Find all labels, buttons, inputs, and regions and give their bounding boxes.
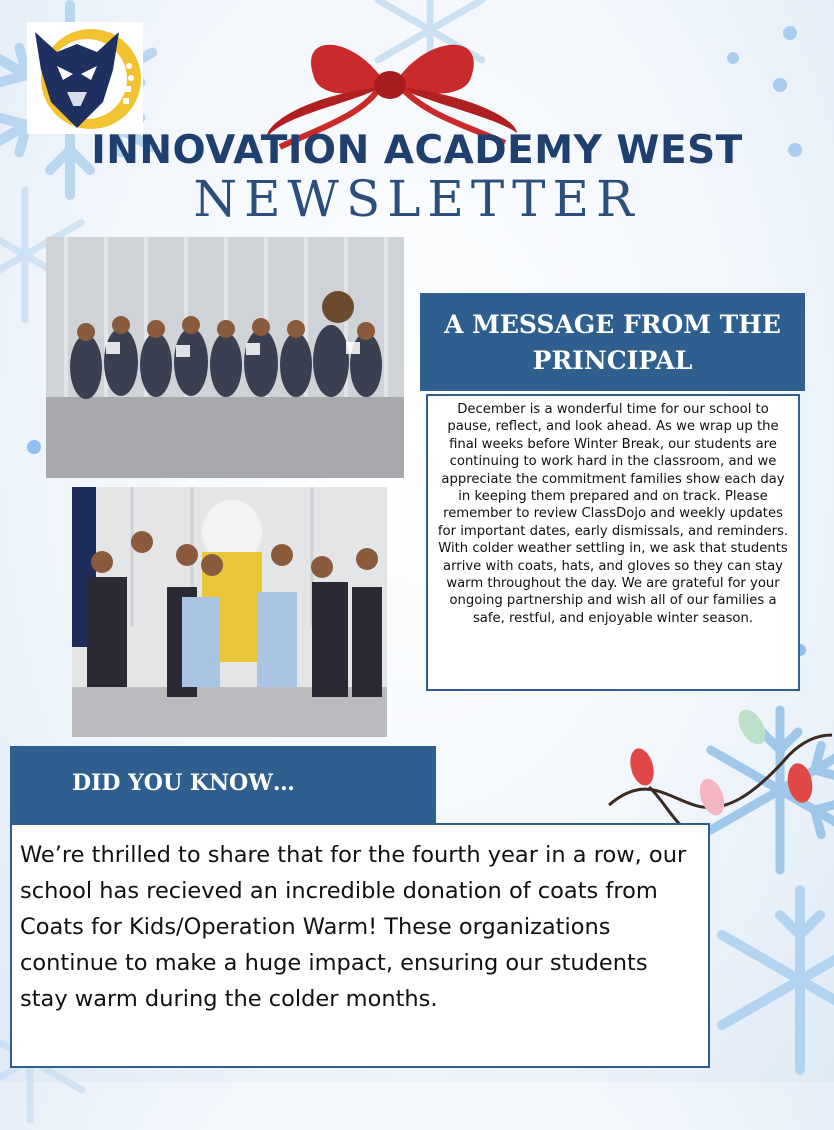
group-photo xyxy=(46,237,404,478)
wolf-logo-icon xyxy=(27,22,143,134)
did-you-know-heading: DID YOU KNOW… xyxy=(10,746,436,823)
school-name: INNOVATION ACADEMY WEST xyxy=(91,128,743,173)
principal-message-body: December is a wonderful time for our school to pause, reflect, and look ahead. As we wrap up the final weeks before Winter Break, our students are continuing to work hard in the classroom, and we appreciate the commitment families show each day in keeping them prepared and on track. Please remember to review ClassDojo and weekly updates for important dates, early dismissals, and reminders. With colder weather settling in, we ask that students arrive with coats, hats, and gloves so they can stay warm throughout the day. We are grateful for your ongoing partnership and wish all of our families a safe, restful, and enjoyable winter season. xyxy=(426,394,800,691)
principal-message-heading: A MESSAGE FROM THE PRINCIPAL xyxy=(420,293,805,391)
newsletter-title: NEWSLETTER xyxy=(193,170,641,228)
school-logo xyxy=(27,22,143,134)
mascot-photo xyxy=(72,487,387,737)
did-you-know-body: We’re thrilled to share that for the fourth year in a row, our school has recieved an incredible donation of coats from Coats for Kids/Operation Warm! These organizations continue to make a huge impact, ensuring our students stay warm during the colder months. xyxy=(10,823,710,1068)
